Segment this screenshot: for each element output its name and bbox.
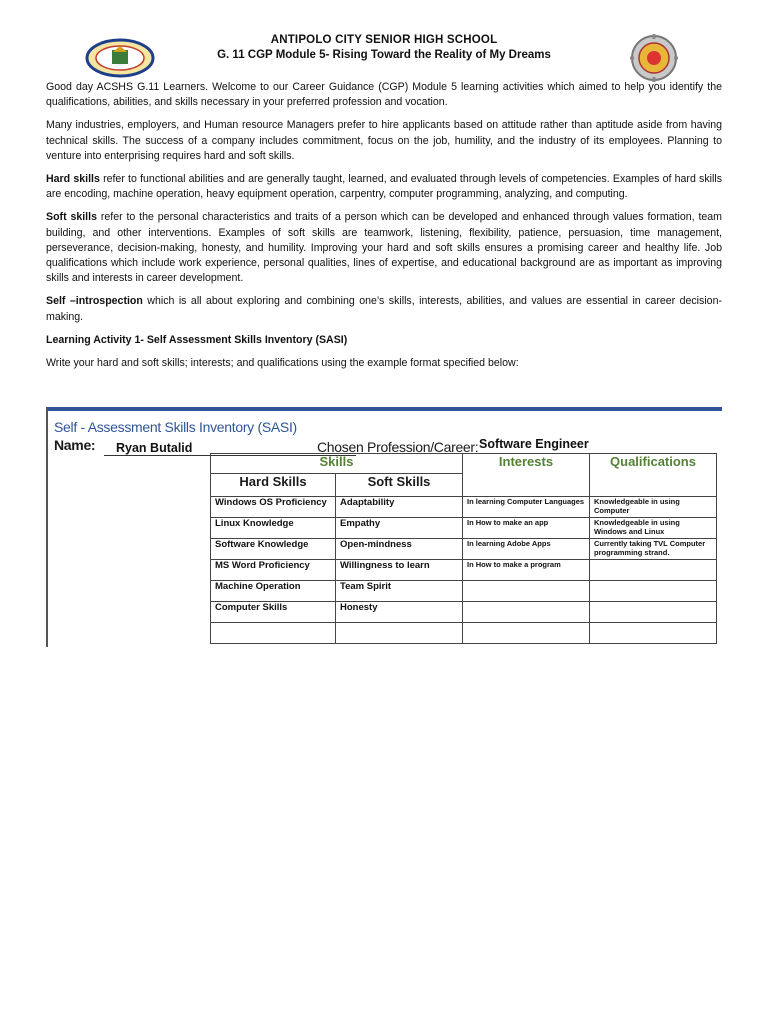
- table-row: [211, 581, 717, 602]
- interests-header: Interests: [463, 454, 590, 497]
- hard-skill-cell: MS Word Proficiency: [211, 560, 336, 581]
- hard-skill-cell: [211, 623, 336, 644]
- interest-cell: In learning Adobe Apps: [463, 539, 590, 560]
- name-label: Name:: [54, 437, 96, 453]
- table-row: [211, 518, 717, 539]
- industries-paragraph: Many industries, employers, and Human resource Managers prefer to hire applicants based on attitude rather than aptitude aside from having technical skills. The success of a company includes commitment, focus on the job, humility, and the industry of its employees. Planning to venture into enterprising requires hard and soft skills.: [46, 119, 722, 162]
- soft-skill-cell: Team Spirit: [336, 581, 463, 602]
- soft-skill-cell: Empathy: [336, 518, 463, 539]
- interest-cell: In How to make a program: [463, 560, 590, 581]
- hard-skills-term: Hard skills: [46, 173, 100, 186]
- hard-skills-definition: refer to functional abilities and are generally taught, learned, and evaluated through levels of competencies. Examples of hard skills are encoding, machine operation, heavy equipment operation, carpentry, computer programming, analyzing, and computing.: [46, 173, 723, 201]
- soft-skill-cell: [336, 623, 463, 644]
- table-header-row: [211, 454, 717, 474]
- qualification-cell: [590, 623, 717, 644]
- qualification-cell: Currently taking TVL Computer programming strand.: [590, 539, 717, 560]
- table-row: [211, 602, 717, 623]
- table-row: [211, 539, 717, 560]
- sasi-form-title: Self - Assessment Skills Inventory (SASI): [54, 419, 297, 435]
- qualification-cell: [590, 602, 717, 623]
- table-row: [211, 497, 717, 518]
- name-value: Ryan Butalid: [104, 441, 356, 456]
- intro-paragraph: Good day ACSHS G.11 Learners. Welcome to our Career Guidance (CGP) Module 5 learning activities which aimed to help you identify the qualifications, abilities, and skills necessary in your preferred profession and vocation.: [46, 81, 722, 109]
- table-row: [211, 623, 717, 644]
- form-left-border: [46, 407, 48, 647]
- career-value: Software Engineer: [479, 437, 589, 451]
- form-top-border: [46, 407, 722, 411]
- qualifications-header: Qualifications: [590, 454, 717, 497]
- module-body: [46, 80, 722, 379]
- soft-skill-cell: Honesty: [336, 602, 463, 623]
- soft-skill-cell: Open-mindness: [336, 539, 463, 560]
- sasi-table: [210, 453, 717, 644]
- hard-skill-cell: Windows OS Proficiency: [211, 497, 336, 518]
- hard-skill-cell: Machine Operation: [211, 581, 336, 602]
- qualification-cell: [590, 560, 717, 581]
- table-row: [211, 560, 717, 581]
- self-introspection-paragraph: [46, 294, 722, 324]
- career-label: Chosen Profession/Career:: [317, 439, 479, 455]
- skills-header: Skills: [211, 454, 463, 474]
- interest-cell: [463, 602, 590, 623]
- self-introspection-definition: which is all about exploring and combining one’s skills, interests, abilities, and values are essential in career decision-making.: [46, 295, 722, 323]
- interest-cell: [463, 623, 590, 644]
- soft-skill-cell: Willingness to learn: [336, 560, 463, 581]
- activity-title: Learning Activity 1- Self Assessment Skills Inventory (SASI): [46, 333, 348, 346]
- hard-skill-cell: Computer Skills: [211, 602, 336, 623]
- soft-skill-cell: Adaptability: [336, 497, 463, 518]
- hard-skill-cell: Software Knowledge: [211, 539, 336, 560]
- interest-cell: In learning Computer Languages: [463, 497, 590, 518]
- module-title: G. 11 CGP Module 5- Rising Toward the Reality of My Dreams: [217, 49, 551, 61]
- hard-skills-paragraph: [46, 172, 722, 202]
- soft-skills-term: Soft skills: [46, 211, 97, 224]
- hard-skills-header: Hard Skills: [211, 474, 336, 497]
- soft-skills-header: Soft Skills: [336, 474, 463, 497]
- self-introspection-term: Self –introspection: [46, 295, 143, 308]
- hard-skill-cell: Linux Knowledge: [211, 518, 336, 539]
- interest-cell: [463, 581, 590, 602]
- qualification-cell: Knowledgeable in using Computer: [590, 497, 717, 518]
- document-header: [0, 34, 768, 61]
- activity-instructions: Write your hard and soft skills; interests; and qualifications using the example format specified below:: [46, 357, 519, 370]
- interest-cell: In How to make an app: [463, 518, 590, 539]
- soft-skills-paragraph: [46, 210, 722, 286]
- qualification-cell: Knowledgeable in using Windows and Linux: [590, 518, 717, 539]
- qualification-cell: [590, 581, 717, 602]
- soft-skills-definition: refer to the personal characteristics and traits of a person which can be developed and enhanced through values formation, team building, and other interventions. Examples of soft skills are teamwork, listening, flexibility, patience, persuasion, time management, perseverance, decision-making, honesty, and humility. Improving your hard and soft skills ensures a promising career and healthy life. Job qualifications which include work experience, personal qualities, lines of expertise, and educational background are as important as improving skills and interests in career development.: [46, 211, 722, 285]
- sasi-form: [46, 407, 722, 647]
- school-name: ANTIPOLO CITY SENIOR HIGH SCHOOL: [270, 34, 498, 46]
